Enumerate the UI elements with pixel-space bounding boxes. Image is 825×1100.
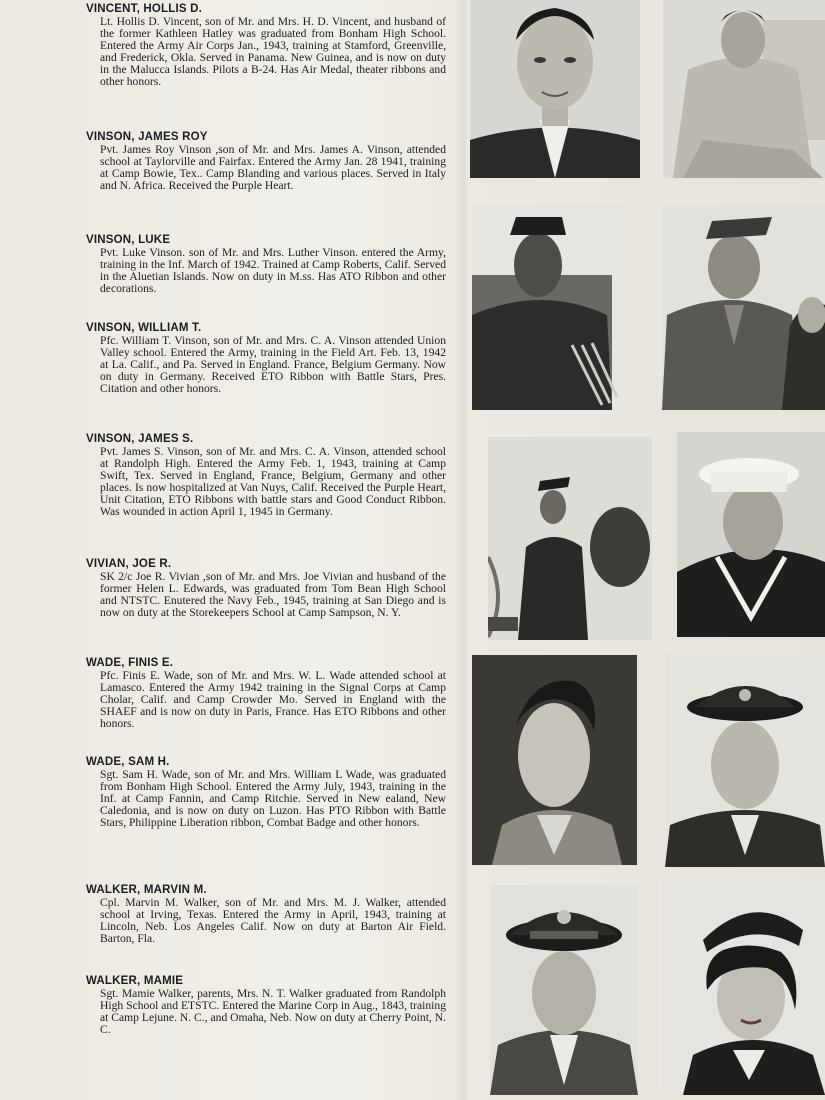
record-bio: Sgt. Sam H. Wade, son of Mr. and Mrs. William L Wade, was graduated from Bonham High School. Entered the Army July, 1943, training in the Inf. at Camp Fannin, and Camp Ritchie. Served in New ealand, New Caledonia, and is now on duty on Luzon. Has PTO Ribbon with Battle Stars, Philippine Liberation ribbon, Combat Badge and other honors. [100, 768, 446, 830]
photo-hollis-vincent [470, 0, 640, 178]
record-name: WADE, FINIS E. [86, 657, 174, 669]
photo-mamie-walker [663, 880, 825, 1095]
record-name: VIVIAN, JOE R. [86, 558, 172, 570]
photo-james-s-vinson [488, 437, 652, 640]
record-bio: Pfc. Finis E. Wade, son of Mr. and Mrs. W. L. Wade attended school at Lamasco. Entered the Army 1942 training in the Signal Corps at Camp Cholar, Calif. and Camp Crowder Mo. Served in England with the SHAEF and is now on duty in Paris, France. Has ETO Ribbons and other honors. [100, 669, 446, 731]
record-name: VINSON, JAMES S. [86, 433, 194, 445]
record-name: WADE, SAM H. [86, 756, 170, 768]
record-name: VINSON, JAMES ROY [86, 131, 208, 143]
photo-william-vinson [662, 205, 825, 410]
photo-joe-vivian [677, 432, 825, 637]
record-vinson-luke [86, 233, 446, 321]
record-name: WALKER, MARVIN M. [86, 884, 207, 896]
service-records-column [86, 2, 446, 1054]
record-wade-sam [86, 755, 446, 883]
photo-finis-wade [472, 655, 637, 865]
record-name: VINCENT, HOLLIS D. [86, 3, 203, 15]
record-name: WALKER, MAMIE [86, 975, 184, 987]
record-vinson-james-s [86, 432, 446, 557]
photo-sam-wade [665, 655, 825, 867]
record-bio: Sgt. Mamie Walker, parents, Mrs. N. T. Walker graduated from Randolph High School and ETSTC. Entered the Marine Corp in Aug., 1843, training at Camp Lejune. N. C., and Omaha, Neb. Now on duty at Cherry Point, N. C. [100, 987, 446, 1037]
page-fold-shadow [455, 0, 469, 1100]
record-name: VINSON, LUKE [86, 234, 171, 246]
record-vinson-william [86, 321, 446, 432]
record-bio: Pfc. William T. Vinson, son of Mr. and Mrs. C. A. Vinson attended Union Valley school. Entered the Army, training in the Field Art. Feb. 13, 1942 at La. Calif., and Pa. Served in England. France, Belgium Germany. Now on duty in Germany. Received ETO Ribbon with Battle Stars, Pres. Citation and other honors. [100, 334, 446, 396]
record-bio: Pvt. Luke Vinson. son of Mr. and Mrs. Luther Vinson. entered the Army, training in the Inf. March of 1942. Trained at Camp Roberts, Calif. Served in the Aluetian Islands. Now on duty in M.ss. Has ATO Ribbon and other decorations. [100, 246, 446, 296]
photo-marvin-walker [490, 885, 638, 1095]
record-vincent-hollis [86, 2, 446, 130]
record-bio: Pvt. James Roy Vinson ,son of Mr. and Mrs. James A. Vinson, attended school at Taylorville and Fairfax. Entered the Army Jan. 28 1941, training at Camp Bowie, Tex.. Camp Blanding and various places. Served in Italy and N. Africa. Received the Purple Heart. [100, 143, 446, 193]
record-bio: Lt. Hollis D. Vincent, son of Mr. and Mrs. H. D. Vincent, and husband of the former Kathleen Hatley was graduated from Bonham High School. Entered the Army Air Corps Jan., 1943, training at Stamford, Greenville, and Frederick, Okla. Served in Panama. New Guinea, and is now on duty in the Malucca Islands. Pilots a B-24. Has Air Medal, theater ribbons and other honors. [100, 15, 446, 89]
record-walker-mamie [86, 974, 446, 1054]
record-vivian-joe [86, 557, 446, 656]
record-bio: Pvt. James S. Vinson, son of Mr. and Mrs. C. A. Vinson, attended school at Randolph High. Entered the Army Feb. 1, 1943, training at Camp Swift, Tex. Served in England, France, Belgium, Germany and other places. Is now hospitalized at Van Nuys, Calif. Received the Purple Heart, Unit Citation, ETO Ribbons with battle stars and Good Conduct Ribbon. Was wounded in action April 1, 1945 in Germany. [100, 445, 446, 519]
record-wade-finis [86, 656, 446, 755]
photo-james-roy-vinson [663, 0, 825, 178]
record-vinson-james-roy [86, 130, 446, 233]
record-name: VINSON, WILLIAM T. [86, 322, 202, 334]
photo-luke-vinson [472, 205, 624, 410]
record-bio: Cpl. Marvin M. Walker, son of Mr. and Mrs. M. J. Walker, attended school at Irving, Texas. Entered the Army in April, 1943, training at Lincoln, Neb. Los Angeles Calif. Now on duty at Barton Air Field. Barton, Fla. [100, 896, 446, 946]
record-bio: SK 2/c Joe R. Vivian ,son of Mr. and Mrs. Joe Vivian and husband of the former Helen L. Edwards, was graduated from Tom Bean High School and NTSTC. Enutered the Navy Feb., 1945, training at San Diego and is now on duty at the Storekeepers School at Camp Sampson, N. Y. [100, 570, 446, 620]
record-walker-marvin [86, 883, 446, 974]
